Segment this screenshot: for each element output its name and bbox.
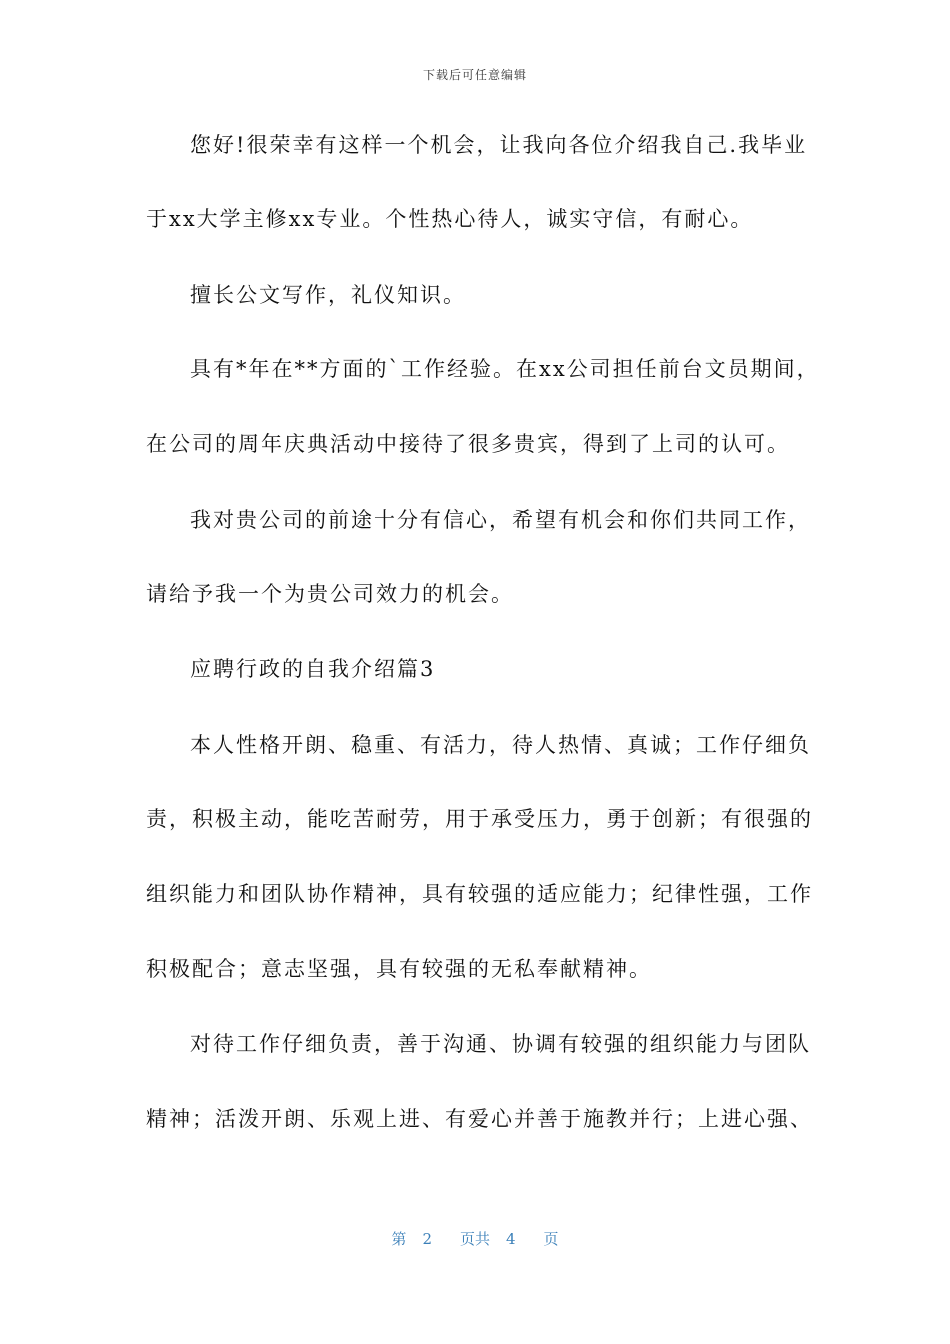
text-line: 我对贵公司的前途十分有信心，希望有机会和你们共同工作， bbox=[190, 508, 811, 532]
text-line: 责，积极主动，能吃苦耐劳，用于承受压力，勇于创新；有很强的 bbox=[146, 807, 813, 831]
text-line: 具有*年在**方面的`工作经验。在xx公司担任前台文员期间， bbox=[190, 357, 820, 381]
text-line: 精神；活泼开朗、乐观上进、有爱心并善于施教并行；上进心强、 bbox=[146, 1107, 813, 1131]
text-line: 请给予我一个为贵公司效力的机会。 bbox=[146, 582, 514, 606]
text-line: 您好!很荣幸有这样一个机会，让我向各位介绍我自己.我毕业 bbox=[190, 133, 808, 157]
text-line: 擅长公文写作，礼仪知识。 bbox=[190, 283, 466, 307]
text-line: 组织能力和团队协作精神，具有较强的适应能力；纪律性强，工作 bbox=[146, 882, 813, 906]
page-header-note: 下载后可任意编辑 bbox=[422, 68, 527, 82]
text-line: 对待工作仔细负责，善于沟通、协调有较强的组织能力与团队 bbox=[190, 1032, 811, 1056]
footer-middle: 页共 bbox=[459, 1230, 490, 1248]
section-heading: 应聘行政的自我介绍篇3 bbox=[190, 657, 436, 681]
footer-suffix: 页 bbox=[543, 1230, 559, 1248]
text-line: 在公司的周年庆典活动中接待了很多贵宾，得到了上司的认可。 bbox=[146, 432, 790, 456]
text-line: 积极配合；意志坚强，具有较强的无私奉献精神。 bbox=[146, 957, 652, 981]
text-line: 本人性格开朗、稳重、有活力，待人热情、真诚；工作仔细负 bbox=[190, 733, 811, 757]
page-footer bbox=[0, 1228, 950, 1249]
footer-prefix: 第 bbox=[391, 1230, 407, 1248]
text-line: 于xx大学主修xx专业。个性热心待人，诚实守信，有耐心。 bbox=[146, 207, 754, 231]
footer-total-pages: 4 bbox=[506, 1230, 516, 1248]
footer-page-number: 2 bbox=[422, 1230, 432, 1248]
